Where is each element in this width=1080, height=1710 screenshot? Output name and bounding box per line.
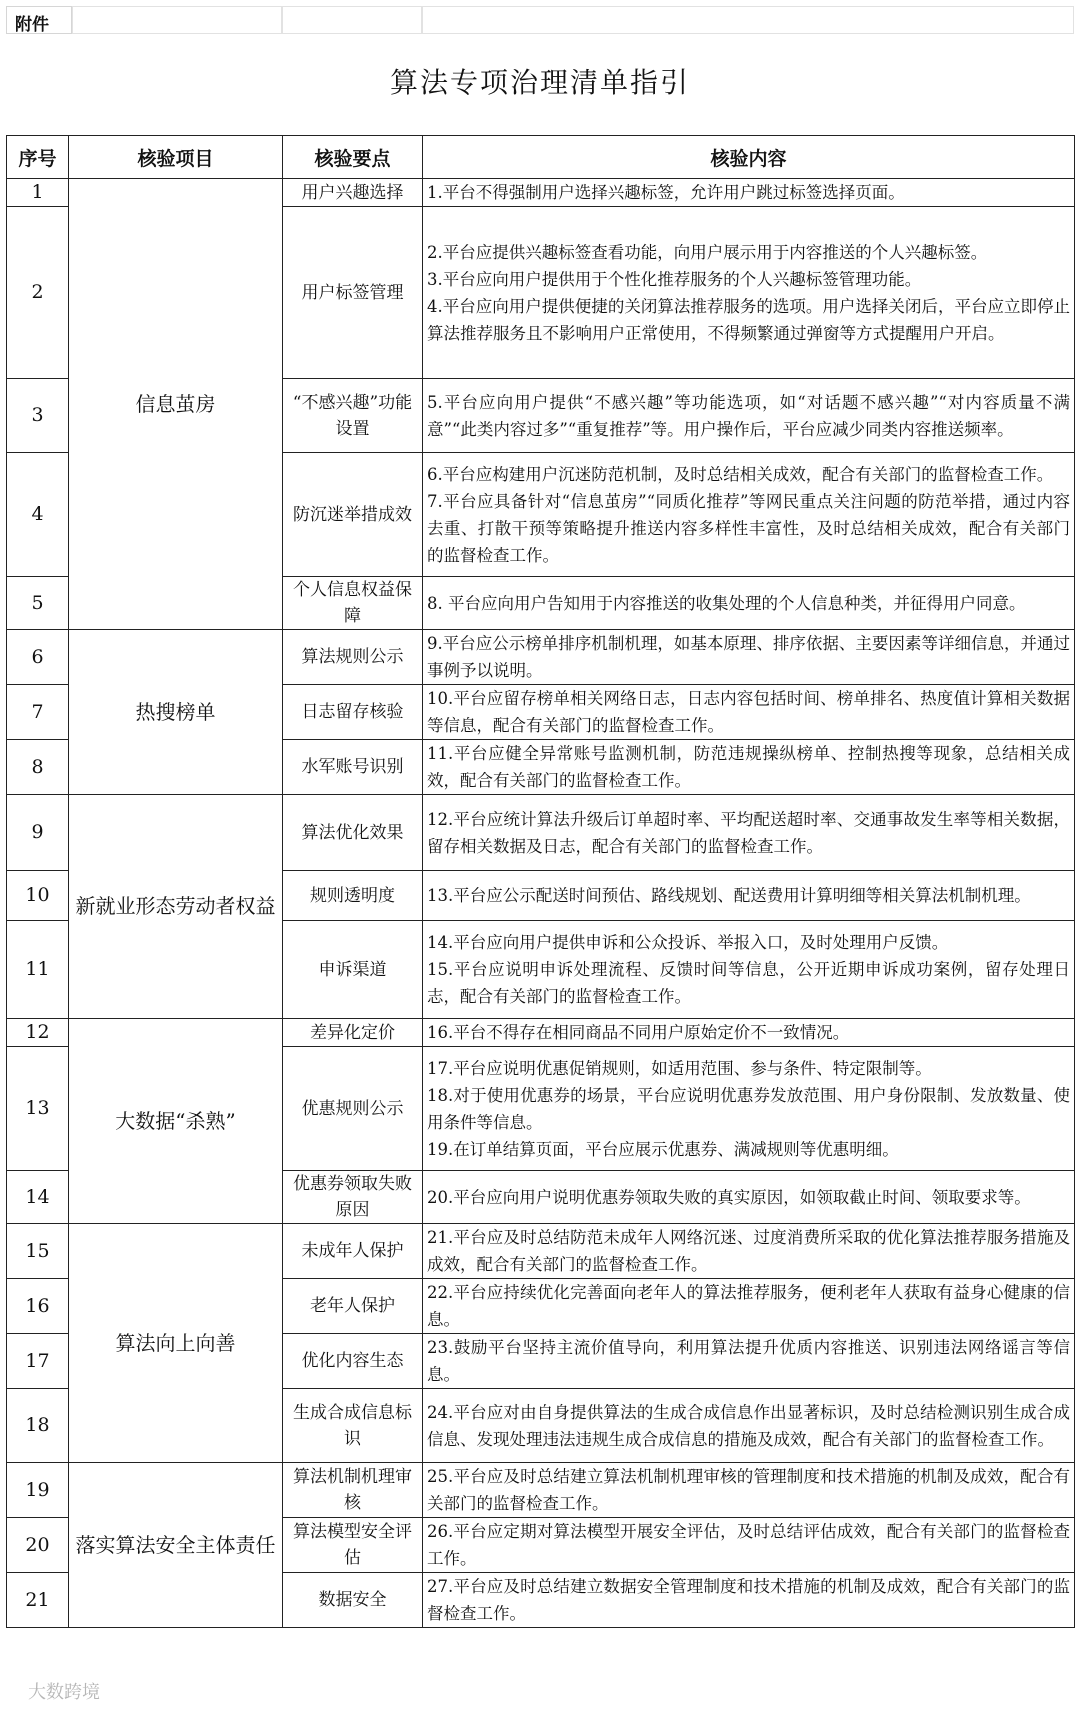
checklist-table xyxy=(6,135,1075,1628)
content-paragraph: 27.平台应及时总结建立数据安全管理制度和技术措施的机制及成效，配合有关部门的监督检查工作。 xyxy=(427,1577,1070,1623)
content-paragraph: 16.平台不得存在相同商品不同用户原始定价不一致情况。 xyxy=(427,1023,850,1042)
content-paragraph: 26.平台应定期对算法模型开展安全评估，及时总结评估成效，配合有关部门的监督检查工作。 xyxy=(427,1522,1070,1568)
header-no: 序号 xyxy=(7,136,69,179)
check-content xyxy=(423,1518,1075,1573)
check-point: 用户兴趣选择 xyxy=(283,179,423,207)
check-point: 水军账号识别 xyxy=(283,740,423,795)
attachment-label: 附件 xyxy=(6,6,72,34)
header-point: 核验要点 xyxy=(283,136,423,179)
content-paragraph: 19.在订单结算页面，平台应展示优惠券、满减规则等优惠明细。 xyxy=(427,1139,899,1159)
check-point: 优惠规则公示 xyxy=(283,1047,423,1171)
check-content xyxy=(423,871,1075,921)
check-content xyxy=(423,1389,1075,1463)
check-point: 申诉渠道 xyxy=(283,921,423,1019)
header-item: 核验项目 xyxy=(69,136,283,179)
content-paragraph: 14.平台应向用户提供申诉和公众投诉、举报入口，及时处理用户反馈。 xyxy=(427,933,949,952)
table-row xyxy=(7,630,1075,685)
check-point: 算法机制机理审核 xyxy=(283,1463,423,1518)
check-content xyxy=(423,1463,1075,1518)
check-content xyxy=(423,207,1075,379)
check-item: 新就业形态劳动者权益 xyxy=(69,795,283,1019)
content-paragraph: 5.平台应向用户提供“不感兴趣”等功能选项，如“对话题不感兴趣”“对内容质量不满意”“此类内容过多”“重复推荐”等。用户操作后，平台应减少同类内容推送频率。 xyxy=(427,392,1070,439)
content-paragraph: 9.平台应公示榜单排序机制机理，如基本原理、排序依据、主要因素等详细信息，并通过事例予以说明。 xyxy=(427,634,1070,680)
check-content xyxy=(423,453,1075,577)
content-paragraph: 15.平台应说明申诉处理流程、反馈时间等信息，公开近期申诉成功案例，留存处理日志，配合有关部门的监督检查工作。 xyxy=(427,960,1070,1006)
check-content xyxy=(423,1047,1075,1171)
row-number: 16 xyxy=(7,1279,69,1334)
check-content xyxy=(423,1171,1075,1224)
table-body xyxy=(7,179,1075,1628)
row-number: 20 xyxy=(7,1518,69,1573)
row-number: 19 xyxy=(7,1463,69,1518)
table-row xyxy=(7,179,1075,207)
check-item: 算法向上向善 xyxy=(69,1224,283,1463)
row-number: 17 xyxy=(7,1334,69,1389)
content-paragraph: 1.平台不得强制用户选择兴趣标签，允许用户跳过标签选择页面。 xyxy=(427,183,905,202)
check-content xyxy=(423,795,1075,871)
row-number: 6 xyxy=(7,630,69,685)
content-paragraph: 25.平台应及时总结建立算法机制机理审核的管理制度和技术措施的机制及成效，配合有关部门的监督检查工作。 xyxy=(427,1467,1070,1513)
row-number: 2 xyxy=(7,207,69,379)
content-paragraph: 7.平台应具备针对“信息茧房”“同质化推荐”等网民重点关注问题的防范举措，通过内容去重、打散干预等策略提升推送内容多样性丰富性，及时总结相关成效，配合有关部门的监督检查工作。 xyxy=(427,491,1070,565)
check-content xyxy=(423,1019,1075,1047)
check-point: 未成年人保护 xyxy=(283,1224,423,1279)
check-content xyxy=(423,379,1075,453)
check-point: 规则透明度 xyxy=(283,871,423,921)
check-point: 老年人保护 xyxy=(283,1279,423,1334)
check-point: 日志留存核验 xyxy=(283,685,423,740)
row-number: 4 xyxy=(7,453,69,577)
check-item: 热搜榜单 xyxy=(69,630,283,795)
content-paragraph: 6.平台应构建用户沉迷防范机制，及时总结相关成效，配合有关部门的监督检查工作。 xyxy=(427,464,1054,484)
check-point: 防沉迷举措成效 xyxy=(283,453,423,577)
check-point: “不感兴趣”功能设置 xyxy=(283,379,423,453)
content-paragraph: 10.平台应留存榜单相关网络日志，日志内容包括时间、榜单排名、热度值计算相关数据等信息，配合有关部门的监督检查工作。 xyxy=(427,689,1070,735)
check-point: 优惠券领取失败原因 xyxy=(283,1171,423,1224)
content-paragraph: 23.鼓励平台坚持主流价值导向，利用算法提升优质内容推送、识别违法网络谣言等信息。 xyxy=(427,1338,1070,1384)
content-paragraph: 22.平台应持续优化完善面向老年人的算法推荐服务，便利老年人获取有益身心健康的信息。 xyxy=(427,1283,1070,1329)
row-number: 18 xyxy=(7,1389,69,1463)
table-row xyxy=(7,1224,1075,1279)
table-header-row xyxy=(7,136,1075,179)
document-sheet xyxy=(6,6,1074,1704)
check-content xyxy=(423,179,1075,207)
check-point: 算法规则公示 xyxy=(283,630,423,685)
check-point: 生成合成信息标识 xyxy=(283,1389,423,1463)
content-paragraph: 13.平台应公示配送时间预估、路线规划、配送费用计算明细等相关算法机制机理。 xyxy=(427,886,1031,905)
check-point: 数据安全 xyxy=(283,1573,423,1628)
content-paragraph: 4.平台应向用户提供便捷的关闭算法推荐服务的选项。用户选择关闭后，平台应立即停止算法推荐服务且不影响用户正常使用，不得频繁通过弹窗等方式提醒用户开启。 xyxy=(427,296,1070,343)
check-content xyxy=(423,1334,1075,1389)
check-content xyxy=(423,685,1075,740)
row-number: 14 xyxy=(7,1171,69,1224)
check-point: 个人信息权益保障 xyxy=(283,577,423,630)
check-content xyxy=(423,1573,1075,1628)
content-paragraph: 20.平台应向用户说明优惠券领取失败的真实原因，如领取截止时间、领取要求等。 xyxy=(427,1187,1031,1207)
sheet-cell xyxy=(282,6,422,34)
row-number: 11 xyxy=(7,921,69,1019)
content-paragraph: 17.平台应说明优惠促销规则，如适用范围、参与条件、特定限制等。 xyxy=(427,1058,932,1078)
row-number: 1 xyxy=(7,179,69,207)
content-paragraph: 12.平台应统计算法升级后订单超时率、平均配送超时率、交通事故发生率等相关数据，留存相关数据及日志，配合有关部门的监督检查工作。 xyxy=(427,809,1070,856)
check-content xyxy=(423,740,1075,795)
content-paragraph: 21.平台应及时总结防范未成年人网络沉迷、过度消费所采取的优化算法推荐服务措施及成效，配合有关部门的监督检查工作。 xyxy=(427,1228,1070,1274)
row-number: 12 xyxy=(7,1019,69,1047)
document-title: 算法专项治理清单指引 xyxy=(389,66,690,99)
content-paragraph: 11.平台应健全异常账号监测机制，防范违规操纵榜单、控制热搜等现象，总结相关成效，配合有关部门的监督检查工作。 xyxy=(427,744,1070,790)
header-content: 核验内容 xyxy=(423,136,1075,179)
row-number: 5 xyxy=(7,577,69,630)
check-point: 差异化定价 xyxy=(283,1019,423,1047)
check-item: 落实算法安全主体责任 xyxy=(69,1463,283,1628)
check-item: 信息茧房 xyxy=(69,179,283,630)
check-content xyxy=(423,577,1075,630)
table-row xyxy=(7,1463,1075,1518)
row-number: 21 xyxy=(7,1573,69,1628)
check-item: 大数据“杀熟” xyxy=(69,1019,283,1224)
table-row xyxy=(7,1019,1075,1047)
content-paragraph: 2.平台应提供兴趣标签查看功能，向用户展示用于内容推送的个人兴趣标签。 xyxy=(427,242,988,262)
row-number: 9 xyxy=(7,795,69,871)
check-content xyxy=(423,630,1075,685)
watermark: 大数跨境 xyxy=(28,1682,100,1703)
check-point: 用户标签管理 xyxy=(283,207,423,379)
row-number: 15 xyxy=(7,1224,69,1279)
row-number: 10 xyxy=(7,871,69,921)
check-point: 算法优化效果 xyxy=(283,795,423,871)
content-paragraph: 8. 平台应向用户告知用于内容推送的收集处理的个人信息种类，并征得用户同意。 xyxy=(427,593,1026,613)
table-row xyxy=(7,795,1075,871)
sheet-cell xyxy=(72,6,282,34)
row-number: 7 xyxy=(7,685,69,740)
sheet-cell xyxy=(422,6,1074,34)
content-paragraph: 18.对于使用优惠券的场景，平台应说明优惠券发放范围、用户身份限制、发放数量、使用条件等信息。 xyxy=(427,1085,1070,1132)
check-content xyxy=(423,1224,1075,1279)
content-paragraph: 3.平台应向用户提供用于个性化推荐服务的个人兴趣标签管理功能。 xyxy=(427,269,922,289)
check-point: 算法模型安全评估 xyxy=(283,1518,423,1573)
row-number: 8 xyxy=(7,740,69,795)
check-content xyxy=(423,921,1075,1019)
check-point: 优化内容生态 xyxy=(283,1334,423,1389)
row-number: 3 xyxy=(7,379,69,453)
check-content xyxy=(423,1279,1075,1334)
row-number: 13 xyxy=(7,1047,69,1171)
content-paragraph: 24.平台应对由自身提供算法的生成合成信息作出显著标识，及时总结检测识别生成合成信息、发现处理违法违规生成合成信息的措施及成效，配合有关部门的监督检查工作。 xyxy=(427,1402,1070,1449)
